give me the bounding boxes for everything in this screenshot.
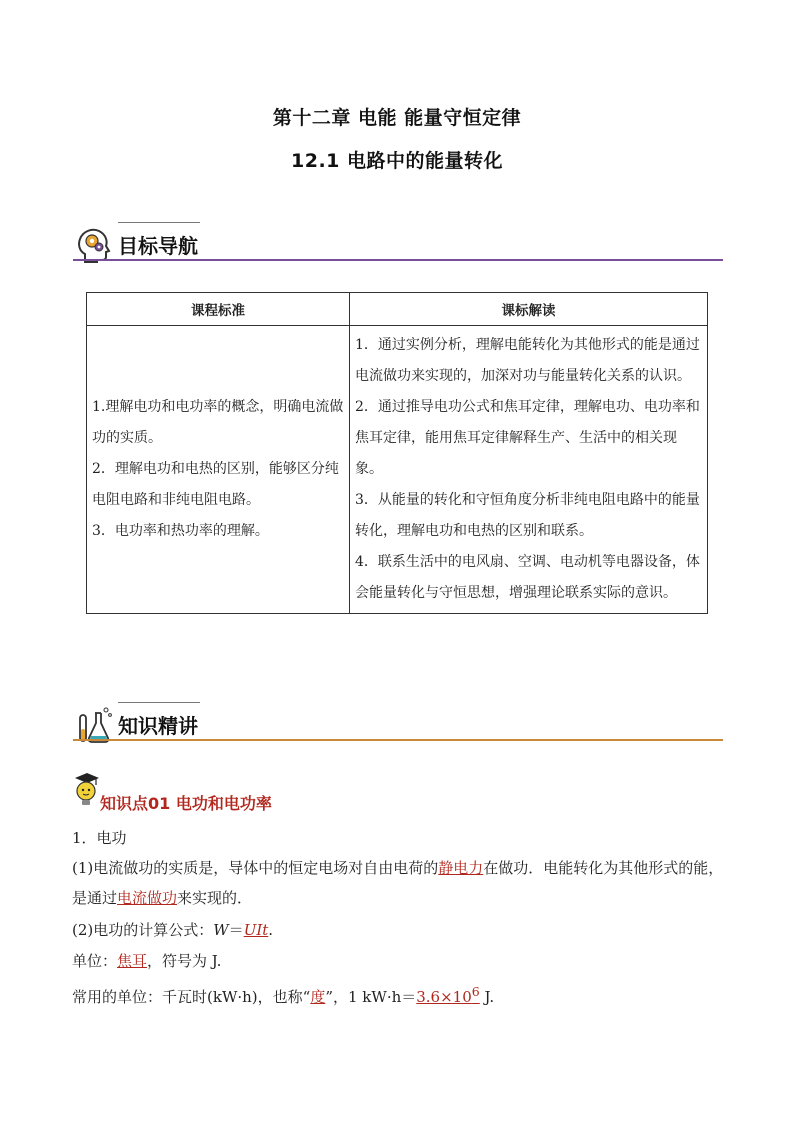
- p1-fill-blank-2: 电流做功: [117, 889, 178, 907]
- p1-text-mid: 在做功．电能转化为其他形式的能，是通过: [72, 859, 724, 907]
- p4-text-end: J.: [479, 988, 495, 1006]
- p3-text: 单位：: [72, 952, 118, 970]
- standards-table: [86, 292, 708, 614]
- interpretation-item-4: 4．联系生活中的电风扇、空调、电动机等电器设备，体会能量转化与守恒思想，增强理论联系实际的意识。: [355, 554, 700, 601]
- p3-text-end: ，符号为 J.: [147, 952, 222, 970]
- p4-fill-value: 3.6×10: [416, 988, 472, 1006]
- p4-exponent: 6: [471, 984, 480, 999]
- knowledge-rule: [73, 739, 723, 741]
- standard-item-3: 3．电功率和热功率的理解。: [92, 523, 269, 539]
- p2-equals: ＝: [228, 921, 244, 939]
- p1-fill-blank: 静电力: [438, 859, 484, 877]
- table-header-row: [87, 293, 708, 326]
- goals-section-header: [73, 222, 723, 270]
- p2-text: (2)电功的计算公式：: [72, 921, 214, 939]
- p4-text-mid: ”，1 kW·h＝: [325, 988, 417, 1006]
- paragraph-4: [72, 977, 732, 1012]
- knowledge-point-label: 知识点01 电功和电功率: [100, 794, 272, 813]
- header-interpretation: 课标解读: [350, 293, 708, 326]
- header-standards: 课程标准: [87, 293, 350, 326]
- item-heading: 1．电功: [72, 829, 127, 847]
- p4-fill-blank: 度: [310, 988, 326, 1006]
- p2-variable: W: [213, 921, 229, 939]
- knowledge-section-header: [73, 702, 723, 750]
- interpretation-item-2: 2．通过推导电功公式和焦耳定律，理解电功、电功率和焦耳定律，能用焦耳定律解释生产、生活中的相关现象。: [355, 399, 700, 477]
- chapter-title: 第十二章 电能 能量守恒定律: [272, 107, 522, 129]
- section-title: 12.1 电路中的能量转化: [291, 150, 503, 172]
- interpretation-item-3: 3．从能量的转化和守恒角度分析非纯电阻电路中的能量转化，理解电功和电热的区别和联系。: [355, 492, 700, 539]
- paragraph-3: [72, 946, 732, 976]
- p4-fill-blank-2: [416, 984, 480, 1006]
- interpretation-cell: [350, 326, 708, 614]
- paragraph-2: [72, 915, 732, 945]
- header-topline: [118, 222, 200, 223]
- interpretation-item-1: 1．通过实例分析，理解电能转化为其他形式的能是通过电流做功来实现的，加深对功与能量转化关系的认识。: [355, 337, 700, 384]
- knowledge-label: 知识精讲: [118, 714, 198, 738]
- p1-text-end: 来实现的．: [177, 889, 253, 907]
- standards-cell: [87, 326, 350, 614]
- goals-rule: [73, 259, 723, 261]
- graduate-bulb-icon: [72, 772, 102, 808]
- standard-item-1: 1.理解电功和电功率的概念，明确电流做功的实质。: [92, 399, 344, 446]
- p2-fill-blank: UIt: [243, 921, 269, 939]
- p3-fill-blank: 焦耳: [117, 952, 148, 970]
- p1-text: (1)电流做功的实质是，导体中的恒定电场对自由电荷的: [72, 859, 439, 877]
- goals-label: 目标导航: [118, 234, 198, 258]
- standard-item-2: 2．理解电功和电热的区别，能够区分纯电阻电路和非纯电阻电路。: [92, 461, 339, 508]
- p4-text: 常用的单位：千瓦时(kW·h)，也称“: [72, 988, 311, 1006]
- header-topline: [118, 702, 200, 703]
- table-row: [87, 326, 708, 614]
- p2-text-end: .: [268, 921, 274, 939]
- paragraph-1: [72, 853, 732, 913]
- knowledge-point-heading: [72, 772, 722, 812]
